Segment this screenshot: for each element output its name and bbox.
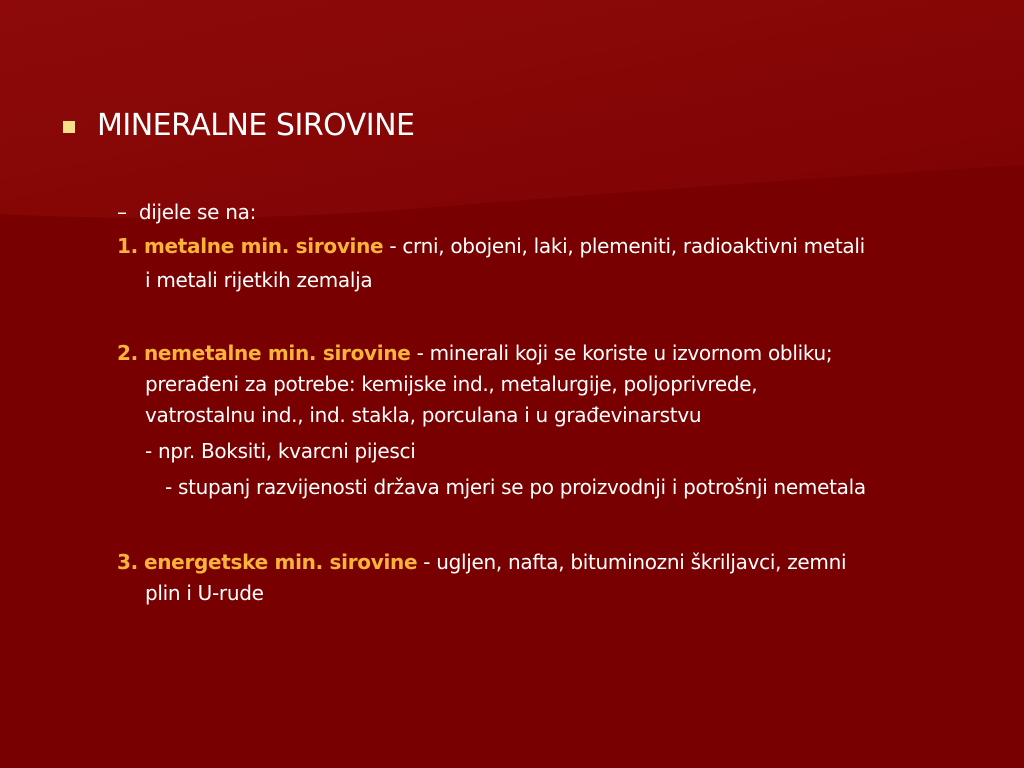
item-3-line-1 bbox=[117, 546, 846, 578]
item-1-text: - crni, obojeni, laki, plemeniti, radioaktivni metali bbox=[383, 234, 865, 258]
square-bullet-icon bbox=[63, 121, 75, 133]
item-3-text: - ugljen, nafta, bituminozni škriljavci, zemni bbox=[417, 550, 847, 574]
subheading bbox=[117, 196, 256, 228]
dash-bullet: – bbox=[117, 200, 127, 224]
item-3-line-2: plin i U-rude bbox=[145, 581, 264, 605]
item-1-line-2: i metali rijetkih zemalja bbox=[145, 268, 373, 292]
item-2-line-2: prerađeni za potrebe: kemijske ind., metalurgije, poljoprivrede, bbox=[145, 372, 758, 396]
item-2-keyword: nemetalne min. sirovine bbox=[143, 341, 411, 365]
slide-title: MINERALNE SIROVINE bbox=[97, 108, 415, 143]
item-2-number: 2. bbox=[117, 341, 138, 365]
item-1-keyword: metalne min. sirovine bbox=[143, 234, 384, 258]
title-row bbox=[63, 108, 415, 143]
item-2-line-3: vatrostalnu ind., ind. stakla, porculana i u građevinarstvu bbox=[145, 403, 702, 427]
item-1-number: 1. bbox=[117, 234, 138, 258]
item-1-line-1 bbox=[117, 230, 865, 262]
item-2-note: - stupanj razvijenosti država mjeri se po proizvodnji i potrošnji nemetala bbox=[165, 475, 866, 499]
item-2-example: - npr. Boksiti, kvarcni pijesci bbox=[145, 439, 416, 463]
item-3-keyword: energetske min. sirovine bbox=[143, 550, 418, 574]
item-2-line-1 bbox=[117, 337, 832, 369]
subheading-text: dijele se na: bbox=[138, 200, 257, 224]
item-3-number: 3. bbox=[117, 550, 138, 574]
item-2-text: - minerali koji se koriste u izvornom obliku; bbox=[410, 341, 833, 365]
